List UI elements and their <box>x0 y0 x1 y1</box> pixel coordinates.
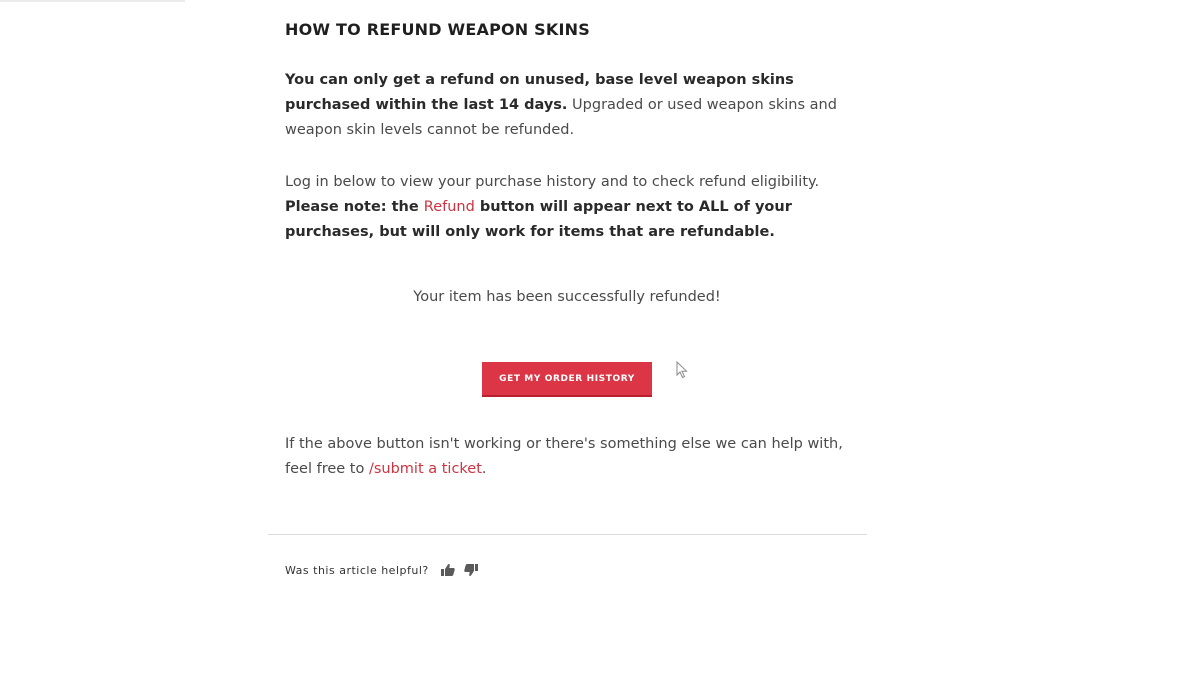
eligibility-bold-text: You can only get a refund on unused, base level weapon skins purchased within the last 14 days. <box>285 72 794 113</box>
article-feedback <box>285 562 479 578</box>
article-divider <box>268 534 867 535</box>
eligibility-paragraph <box>285 68 865 143</box>
top-edge-fade <box>0 0 185 2</box>
feedback-label: Was this article helpful? <box>285 563 429 577</box>
submit-ticket-link[interactable]: /submit a ticket <box>368 461 482 477</box>
mouse-cursor-icon <box>676 361 688 379</box>
note-end-text: button will appear next to ALL of your purchases, but will only work for items that are refundable. <box>285 199 792 240</box>
instructions-note-text <box>285 199 792 240</box>
thumbs-down-icon[interactable] <box>463 562 479 578</box>
instructions-intro-text: Log in below to view your purchase history and to check refund eligibility. <box>285 174 820 190</box>
help-paragraph <box>285 432 865 482</box>
help-end-text: . <box>481 461 487 477</box>
refund-success-message: Your item has been successfully refunded! <box>413 289 721 305</box>
thumbs-up-icon[interactable] <box>440 562 456 578</box>
get-order-history-button[interactable]: GET MY ORDER HISTORY <box>482 362 652 397</box>
refund-word: Refund <box>423 199 475 215</box>
article-title: HOW TO REFUND WEAPON SKINS <box>285 20 590 39</box>
eligibility-rest-text: Upgraded or used weapon skins and weapon skin levels cannot be refunded. <box>285 97 837 138</box>
note-start-text: Please note: the <box>285 199 424 215</box>
instructions-paragraph <box>285 170 865 245</box>
help-text: If the above button isn't working or there's something else we can help with, feel free to <box>285 436 843 477</box>
